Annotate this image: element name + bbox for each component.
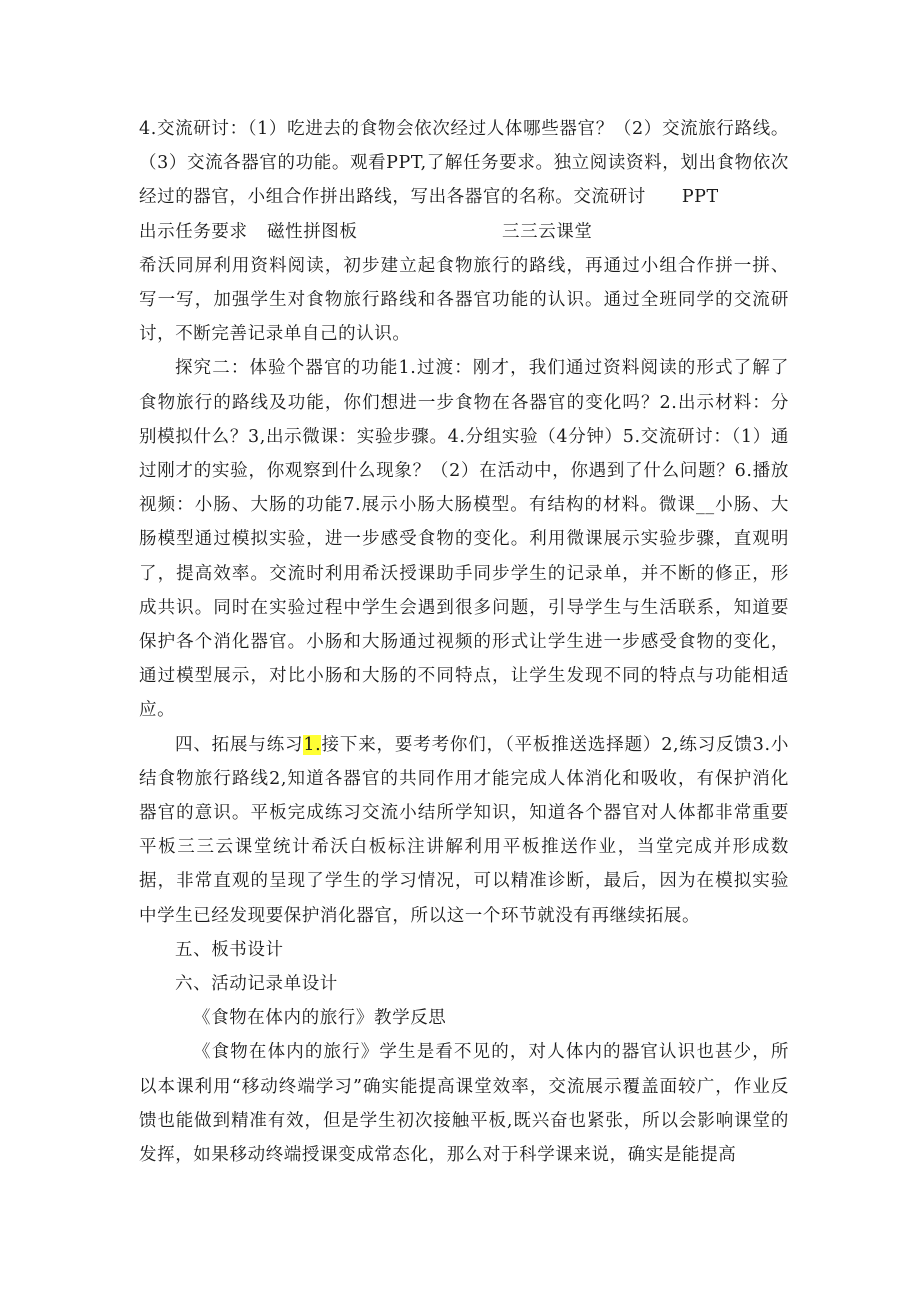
heading-board-design: 五、板书设计 bbox=[175, 939, 284, 960]
extension-text: 接下来，要考考你们，（平板推送选择题）2,练习反馈3.小结食物旅行路线2,知道各器官的共同作用才能完成人体消化和吸收，有保护消化器官的意识。平板完成练习交流小结所学知识，知道各个器官对人体都非常重要平板三三云课堂统计希沃白板标注讲解利用平板推送作业，当堂完成并形成数据，非常直观的呈现了学生的学习情况，可以精准诊断，最后，因为在模拟实验中学生已经发现要保护消化器官，所以这一个环节就没有再继续拓展。 bbox=[139, 734, 789, 926]
resource-cloud-classroom: 三三云课堂 bbox=[502, 221, 593, 242]
heading-record-sheet: 六、活动记录单设计 bbox=[175, 974, 338, 995]
document-page bbox=[139, 112, 789, 1172]
paragraph-explore-two: 探究二：体验个器官的功能1.过渡：刚才，我们通过资料阅读的形式了解了食物旅行的路线及功能，你们想进一步食物在各器官的变化吗？2.出示材料：分别模拟什么？3,出示微课：实验步骤。4.分组实验（4分钟）5.交流研讨：（1）通过刚才的实验，你观察到什么现象？（2）在活动中，你遇到了什么问题？6.播放视频：小肠、大肠的功能7.展示小肠大肠模型。有结构的材料。微课__小肠、大肠模型通过模拟实验，进一步感受食物的变化。利用微课展示实验步骤，直观明了，提高效率。交流时利用希沃授课助手同步学生的记录单，并不断的修正，形成共识。同时在实验过程中学生会遇到很多问题，引导学生与生活联系，知道要保护各个消化器官。小肠和大肠通过视频的形式让学生进一步感受食物的变化，通过模型展示，对比小肠和大肠的不同特点，让学生发现不同的特点与功能相适应。 bbox=[139, 358, 789, 721]
paragraph-seewo-reading: 希沃同屏利用资料阅读，初步建立起食物旅行的路线，再通过小组合作拼一拼、写一写，加强学生对食物旅行路线和各器官功能的认识。通过全班同学的交流研讨，不断完善记录单自己的认识。 bbox=[139, 255, 789, 345]
ppt-label: PPT bbox=[681, 187, 719, 208]
extension-heading: 四、拓展与练习 bbox=[175, 734, 304, 755]
resource-magnetic-puzzle: 磁性拼图板 bbox=[267, 221, 358, 242]
paragraph-reflection: 《食物在体内的旅行》学生是看不见的，对人体内的器官认识也甚少，所以本课利用“移动终端学习”确实能提高课堂效率，交流展示覆盖面较广，作业反馈也能做到精准有效，但是学生初次接触平板,既兴奋也紧张，所以会影响课堂的发挥，如果移动终端授课变成常态化，那么对于科学课来说，确实是能提高 bbox=[139, 1042, 789, 1166]
paragraph-extension-practice bbox=[139, 728, 789, 933]
reflection-title: 《食物在体内的旅行》教学反思 bbox=[193, 1008, 447, 1029]
resources-row bbox=[139, 215, 789, 249]
discussion-text: 4.交流研讨：（1）吃进去的食物会依次经过人体哪些器官？（2）交流旅行路线。（3）交流各器官的功能。观看PPT,了解任务要求。独立阅读资料，划出食物依次经过的器官，小组合作拼出路线，写出各器官的名称。交流研讨 bbox=[139, 119, 789, 208]
highlighted-number: 1. bbox=[303, 734, 322, 755]
paragraph-discussion bbox=[139, 112, 789, 215]
resource-task-requirements: 出示任务要求 bbox=[139, 221, 248, 242]
